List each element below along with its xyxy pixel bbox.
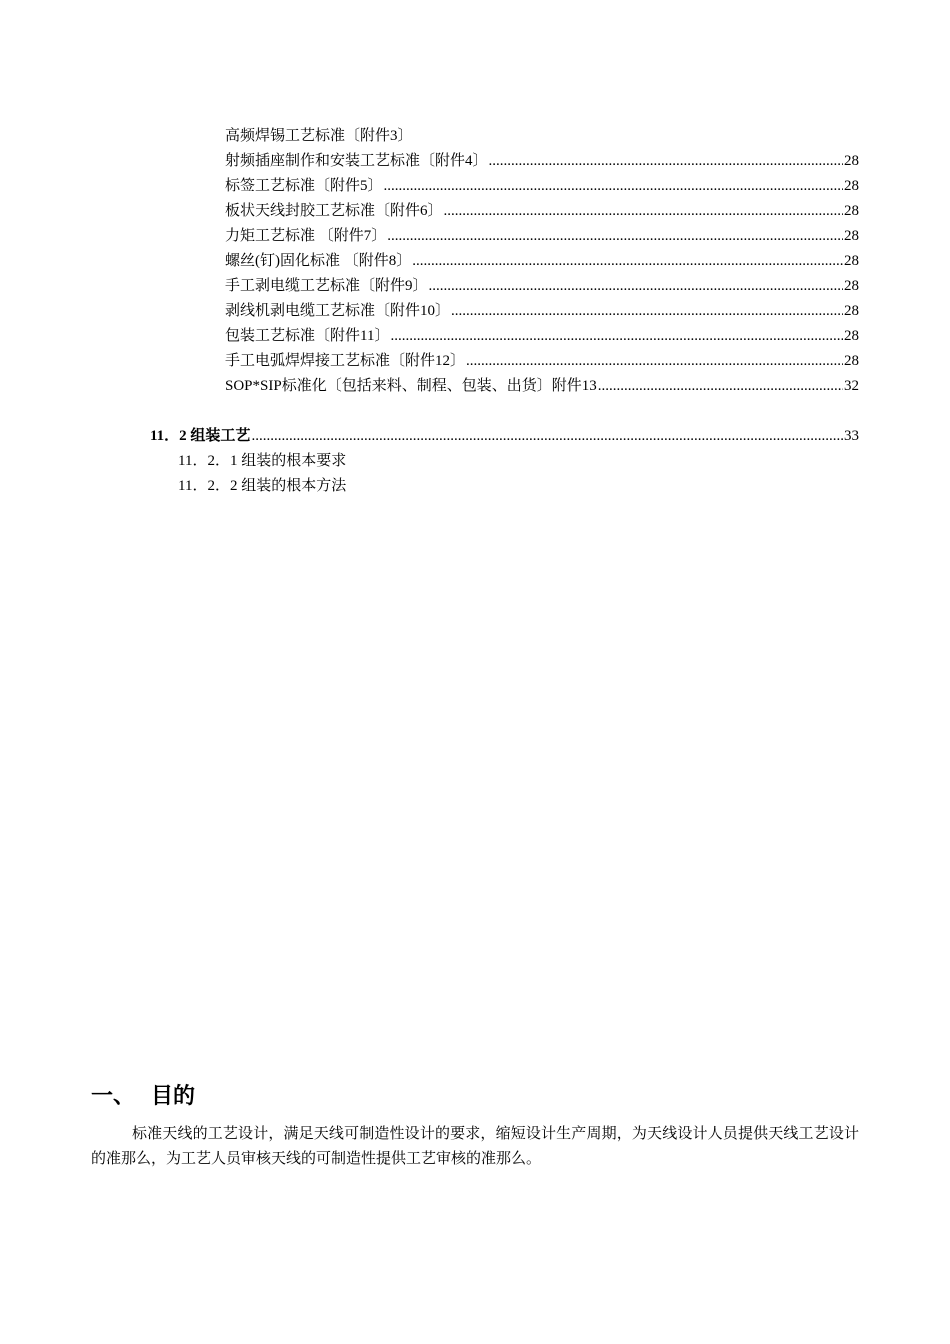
toc-entry-text: 高频焊锡工艺标准〔附件3〕 [225, 128, 413, 144]
toc-page-number: 28 [844, 328, 859, 344]
toc-dot-leader [429, 276, 843, 296]
chapter-title: 目的 [151, 1084, 196, 1109]
toc-entry-appendix-12[interactable] [225, 351, 859, 371]
toc-page-number: 28 [844, 178, 859, 194]
toc-page-number: 28 [844, 228, 859, 244]
toc-entry-text: 手工电弧焊焊接工艺标准〔附件12〕 [225, 353, 466, 369]
toc-entry-text: 11．2．1 组装的根本要求 [178, 453, 347, 469]
toc-page-number: 33 [844, 428, 859, 444]
toc-page-number: 28 [844, 353, 859, 369]
toc-dot-leader [451, 301, 843, 321]
toc-entry-text: 包装工艺标准〔附件11〕 [225, 328, 390, 344]
toc-entry-appendix-6[interactable] [225, 201, 859, 221]
body-paragraph: 标准天线的工艺设计，满足天线可制造性设计的要求，缩短设计生产周期，为天线设计人员提供天线工艺设计的准那么，为工艺人员审核天线的可制造性提供工艺审核的准那么。 [91, 1126, 859, 1167]
toc-entry-text: SOP*SIP标准化〔包括来料、制程、包装、出货〕附件13 [225, 378, 597, 394]
toc-entry-appendix-5[interactable] [225, 176, 859, 196]
toc-page-number: 28 [844, 153, 859, 169]
toc-entry-appendix-4[interactable] [225, 151, 859, 171]
toc-entry-text: 11．2 组装工艺 [150, 428, 251, 444]
toc-entry-subsection-11-2-1[interactable] [178, 451, 859, 471]
toc-entry-text: 射频插座制作和安装工艺标准〔附件4〕 [225, 153, 488, 169]
toc-dot-leader [598, 376, 843, 396]
toc-entry-text: 11．2．2 组装的根本方法 [178, 478, 347, 494]
toc-dot-leader [387, 226, 843, 246]
chapter-number: 一、 [91, 1084, 136, 1109]
toc-entry-appendix-10[interactable] [225, 301, 859, 321]
toc-entry-appendix-9[interactable] [225, 276, 859, 296]
toc-entry-text: 力矩工艺标准 〔附件7〕 [225, 228, 387, 244]
toc-dot-leader [466, 351, 843, 371]
toc-page-number: 32 [844, 378, 859, 394]
toc-page-number: 28 [844, 278, 859, 294]
toc-entry-text: 剥线机剥电缆工艺标准〔附件10〕 [225, 303, 451, 319]
toc-dot-leader [390, 326, 843, 346]
toc-dot-leader [489, 151, 843, 171]
toc-dot-leader [412, 251, 843, 271]
toc-page-number: 28 [844, 203, 859, 219]
toc-entry-text: 板状天线封胶工艺标准〔附件6〕 [225, 203, 443, 219]
toc-entry-appendix-7[interactable] [225, 226, 859, 246]
toc-entry-appendix-8[interactable] [225, 251, 859, 271]
toc-entry-text: 标签工艺标准〔附件5〕 [225, 178, 383, 194]
toc-entry-appendix-13[interactable] [225, 376, 859, 396]
chapter-heading [91, 1082, 195, 1112]
toc-entry-section-11-2[interactable] [150, 426, 859, 446]
toc-entry-appendix-3[interactable] [225, 126, 859, 146]
toc-dot-leader [251, 426, 843, 446]
toc-page-number: 28 [844, 253, 859, 269]
toc-dot-leader [444, 201, 843, 221]
toc-page-number: 28 [844, 303, 859, 319]
toc-entry-appendix-11[interactable] [225, 326, 859, 346]
toc-entry-text: 螺丝(钉)固化标准 〔附件8〕 [225, 253, 412, 269]
toc-entry-text: 手工剥电缆工艺标准〔附件9〕 [225, 278, 428, 294]
toc-dot-leader [384, 176, 843, 196]
toc-entry-subsection-11-2-2[interactable] [178, 476, 859, 496]
